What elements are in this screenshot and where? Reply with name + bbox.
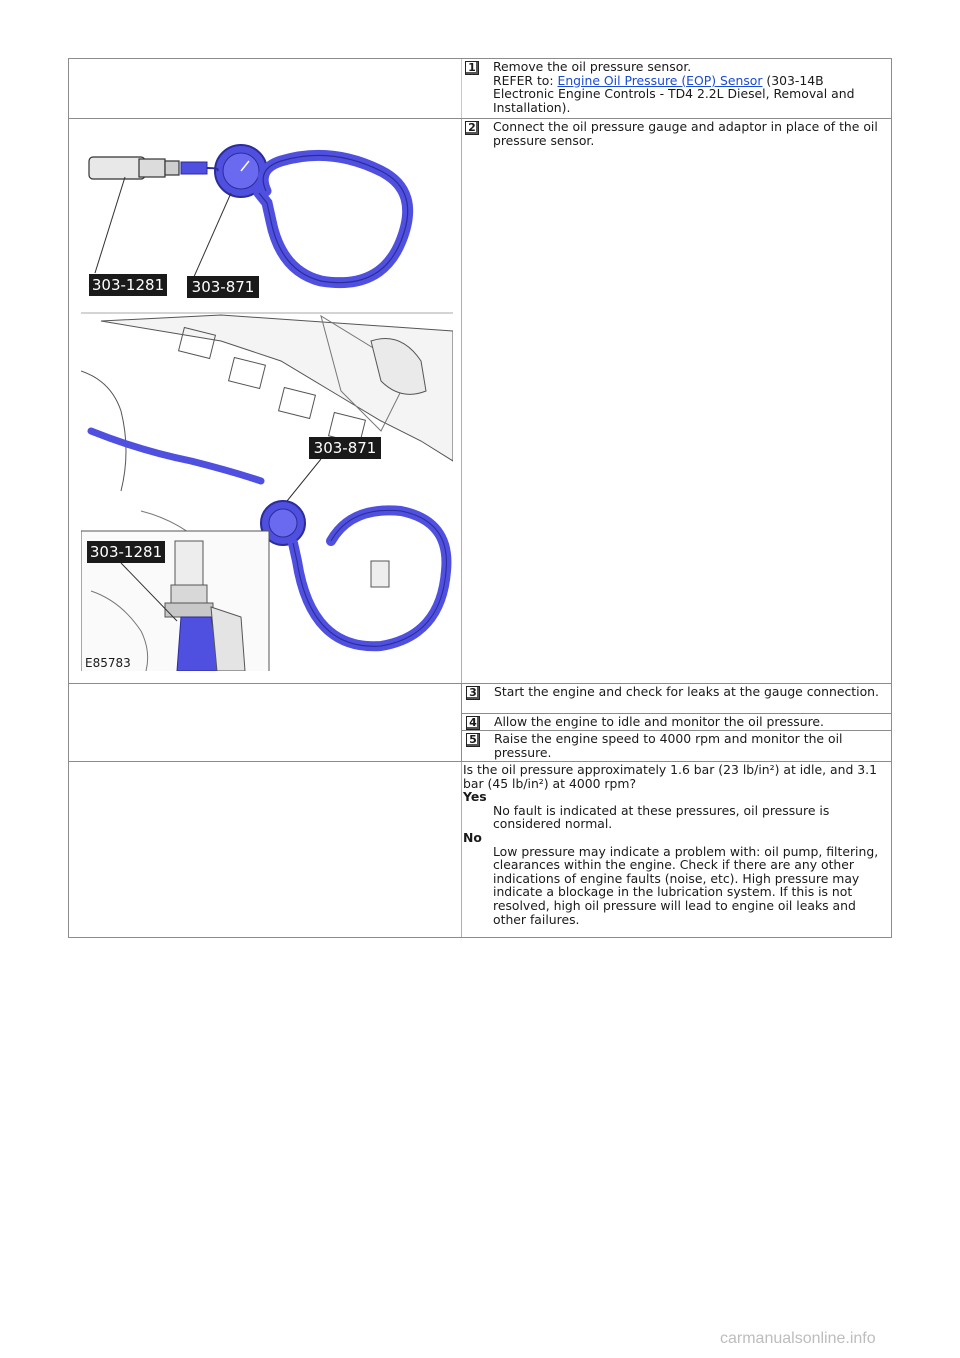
- steps-3-5-group: [68, 684, 892, 762]
- step-5-content: [461, 731, 891, 762]
- step-3-content: [461, 684, 891, 714]
- step-3-instruction: Start the engine and check for leaks at the gauge connection.: [494, 684, 879, 699]
- question-text: Is the oil pressure approximately 1.6 bar (23 lb/in²) at idle, and 3.1 bar (45 lb/in²) at 4000 rpm?: [463, 762, 877, 791]
- step-number-badge: 5: [466, 733, 480, 747]
- step-5-instruction: Raise the engine speed to 4000 rpm and monitor the oil pressure.: [494, 731, 843, 760]
- step-4-instruction: Allow the engine to idle and monitor the oil pressure.: [494, 714, 824, 729]
- step-4-content: [461, 714, 891, 731]
- engine-bay-illustration: [81, 315, 453, 671]
- step-1-empty-cell: [69, 59, 462, 118]
- callout-label: 303-1281: [89, 543, 163, 561]
- question-empty-cell: [69, 762, 462, 937]
- gauge-adaptor-illustration: [89, 145, 408, 298]
- step-number-badge: 1: [465, 61, 479, 75]
- step-1-instruction: Remove the oil pressure sensor.: [493, 59, 692, 74]
- procedure-table: [68, 58, 892, 938]
- diagnostic-question-row: [68, 762, 892, 938]
- step-2-content: [461, 119, 891, 149]
- step-row-1: [68, 58, 892, 119]
- no-answer: Low pressure may indicate a problem with: oil pump, filtering, clearances within the engine. Check if there are any other indications of engine faults (noise, etc). High pressure may indicate a blockage in the lubrication system. If this is not resolved, high oil pressure will lead to engine oil leaks and other failures.: [493, 843, 879, 927]
- question-content: [461, 762, 891, 928]
- step-1-content: [461, 59, 891, 116]
- refer-suffix: (303-14B Electronic Engine Controls - TD4 2.2L Diesel, Removal and Installation).: [493, 72, 855, 115]
- callout-label: 303-871: [191, 278, 255, 296]
- step-number-badge: 4: [466, 716, 480, 730]
- step-row-2: [68, 119, 892, 684]
- yes-answer: No fault is indicated at these pressures, oil pressure is considered normal.: [493, 802, 830, 832]
- steps-3-5-empty-cell: [69, 684, 461, 761]
- gauge-installation-illustration: [81, 131, 453, 671]
- step-number-badge: 3: [466, 686, 480, 700]
- no-label: No: [463, 829, 482, 845]
- refer-prefix: REFER to:: [493, 72, 558, 88]
- step-2-figure-cell: [69, 119, 462, 683]
- site-watermark: carmanualsonline.info: [720, 1330, 876, 1347]
- figure-id: E85783: [85, 656, 131, 670]
- eop-sensor-link[interactable]: Engine Oil Pressure (EOP) Sensor: [557, 72, 763, 88]
- step-2-instruction: Connect the oil pressure gauge and adaptor in place of the oil pressure sensor.: [493, 119, 878, 148]
- callout-label: 303-871: [313, 439, 377, 457]
- callout-label: 303-1281: [91, 276, 165, 294]
- yes-label: Yes: [463, 789, 487, 805]
- step-number-badge: 2: [465, 121, 479, 135]
- step-1-reference: [493, 74, 887, 115]
